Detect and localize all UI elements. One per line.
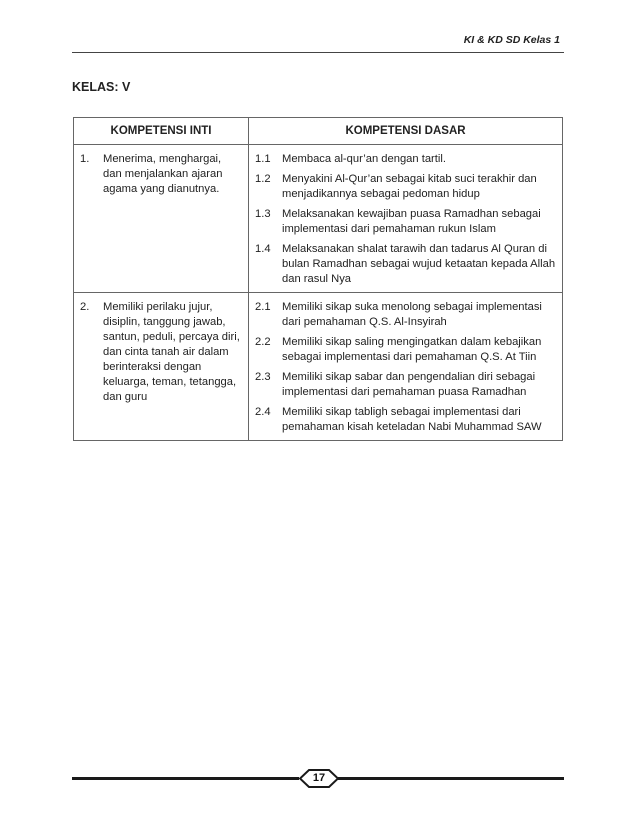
kd-text: Melaksanakan shalat tarawih dan tadarus Al Quran di bulan Ramadhan sebagai wujud ketaatan kepada Allah dan rasul Nya (282, 243, 556, 285)
kd-number: 2.1 (255, 301, 271, 313)
kd-cell (249, 145, 563, 293)
kd-text: Menyakini Al-Qur’an sebagai kitab suci terakhir dan menjadikannya sebagai pedoman hidup (282, 173, 537, 200)
kd-item (255, 300, 556, 330)
ki-cell (74, 293, 249, 441)
kd-number: 1.1 (255, 153, 271, 165)
header-rule (72, 52, 564, 53)
kd-text: Membaca al-qur’an dengan tartil. (282, 153, 446, 165)
ki-number: 2. (80, 301, 90, 313)
running-header: KI & KD SD Kelas 1 (463, 34, 560, 46)
page-number-badge (299, 769, 339, 788)
kd-number: 1.3 (255, 208, 271, 220)
kd-number: 1.4 (255, 243, 271, 255)
ki-item (80, 152, 242, 197)
ki-cell (74, 145, 249, 293)
kd-text: Melaksanakan kewajiban puasa Ramadhan sebagai implementasi dari pemahaman rukun Islam (282, 208, 541, 235)
header-ki: KOMPETENSI INTI (74, 118, 249, 145)
kd-item (255, 370, 556, 400)
class-label: KELAS: V (72, 80, 131, 94)
kd-cell (249, 293, 563, 441)
kd-item (255, 207, 556, 237)
kd-number: 1.2 (255, 173, 271, 185)
table-row (74, 293, 563, 441)
header-kd: KOMPETENSI DASAR (249, 118, 563, 145)
kd-item (255, 242, 556, 287)
kd-item (255, 152, 556, 167)
kd-item (255, 335, 556, 365)
kd-text: Memiliki sikap saling mengingatkan dalam kebajikan sebagai implementasi dari pemahaman Q.S. At Tiin (282, 336, 542, 363)
kd-text: Memiliki sikap suka menolong sebagai implementasi dari pemahaman Q.S. Al-Insyirah (282, 301, 542, 328)
table-header-row (74, 118, 563, 145)
competency-table (73, 117, 563, 441)
kd-number: 2.4 (255, 406, 271, 418)
ki-number: 1. (80, 153, 90, 165)
page-number: 17 (312, 772, 326, 784)
kd-number: 2.2 (255, 336, 271, 348)
ki-text: Menerima, menghargai, dan menjalankan ajaran agama yang dianutnya. (103, 153, 223, 195)
footer-rule-left (72, 777, 299, 780)
kd-item (255, 405, 556, 435)
footer-rule-right (338, 777, 564, 780)
table-row (74, 145, 563, 293)
ki-item (80, 300, 242, 405)
kd-text: Memiliki sikap tabligh sebagai implementasi dari pemahaman kisah keteladan Nabi Muhammad SAW (282, 406, 542, 433)
kd-text: Memiliki sikap sabar dan pengendalian diri sebagai implementasi dari pemahaman puasa Ramadhan (282, 371, 536, 398)
kd-item (255, 172, 556, 202)
kd-number: 2.3 (255, 371, 271, 383)
ki-text: Memiliki perilaku jujur, disiplin, tanggung jawab, santun, peduli, percaya diri, dan cinta tanah air dalam berinteraksi dengan keluarga, teman, tetangga, dan guru (103, 301, 240, 403)
